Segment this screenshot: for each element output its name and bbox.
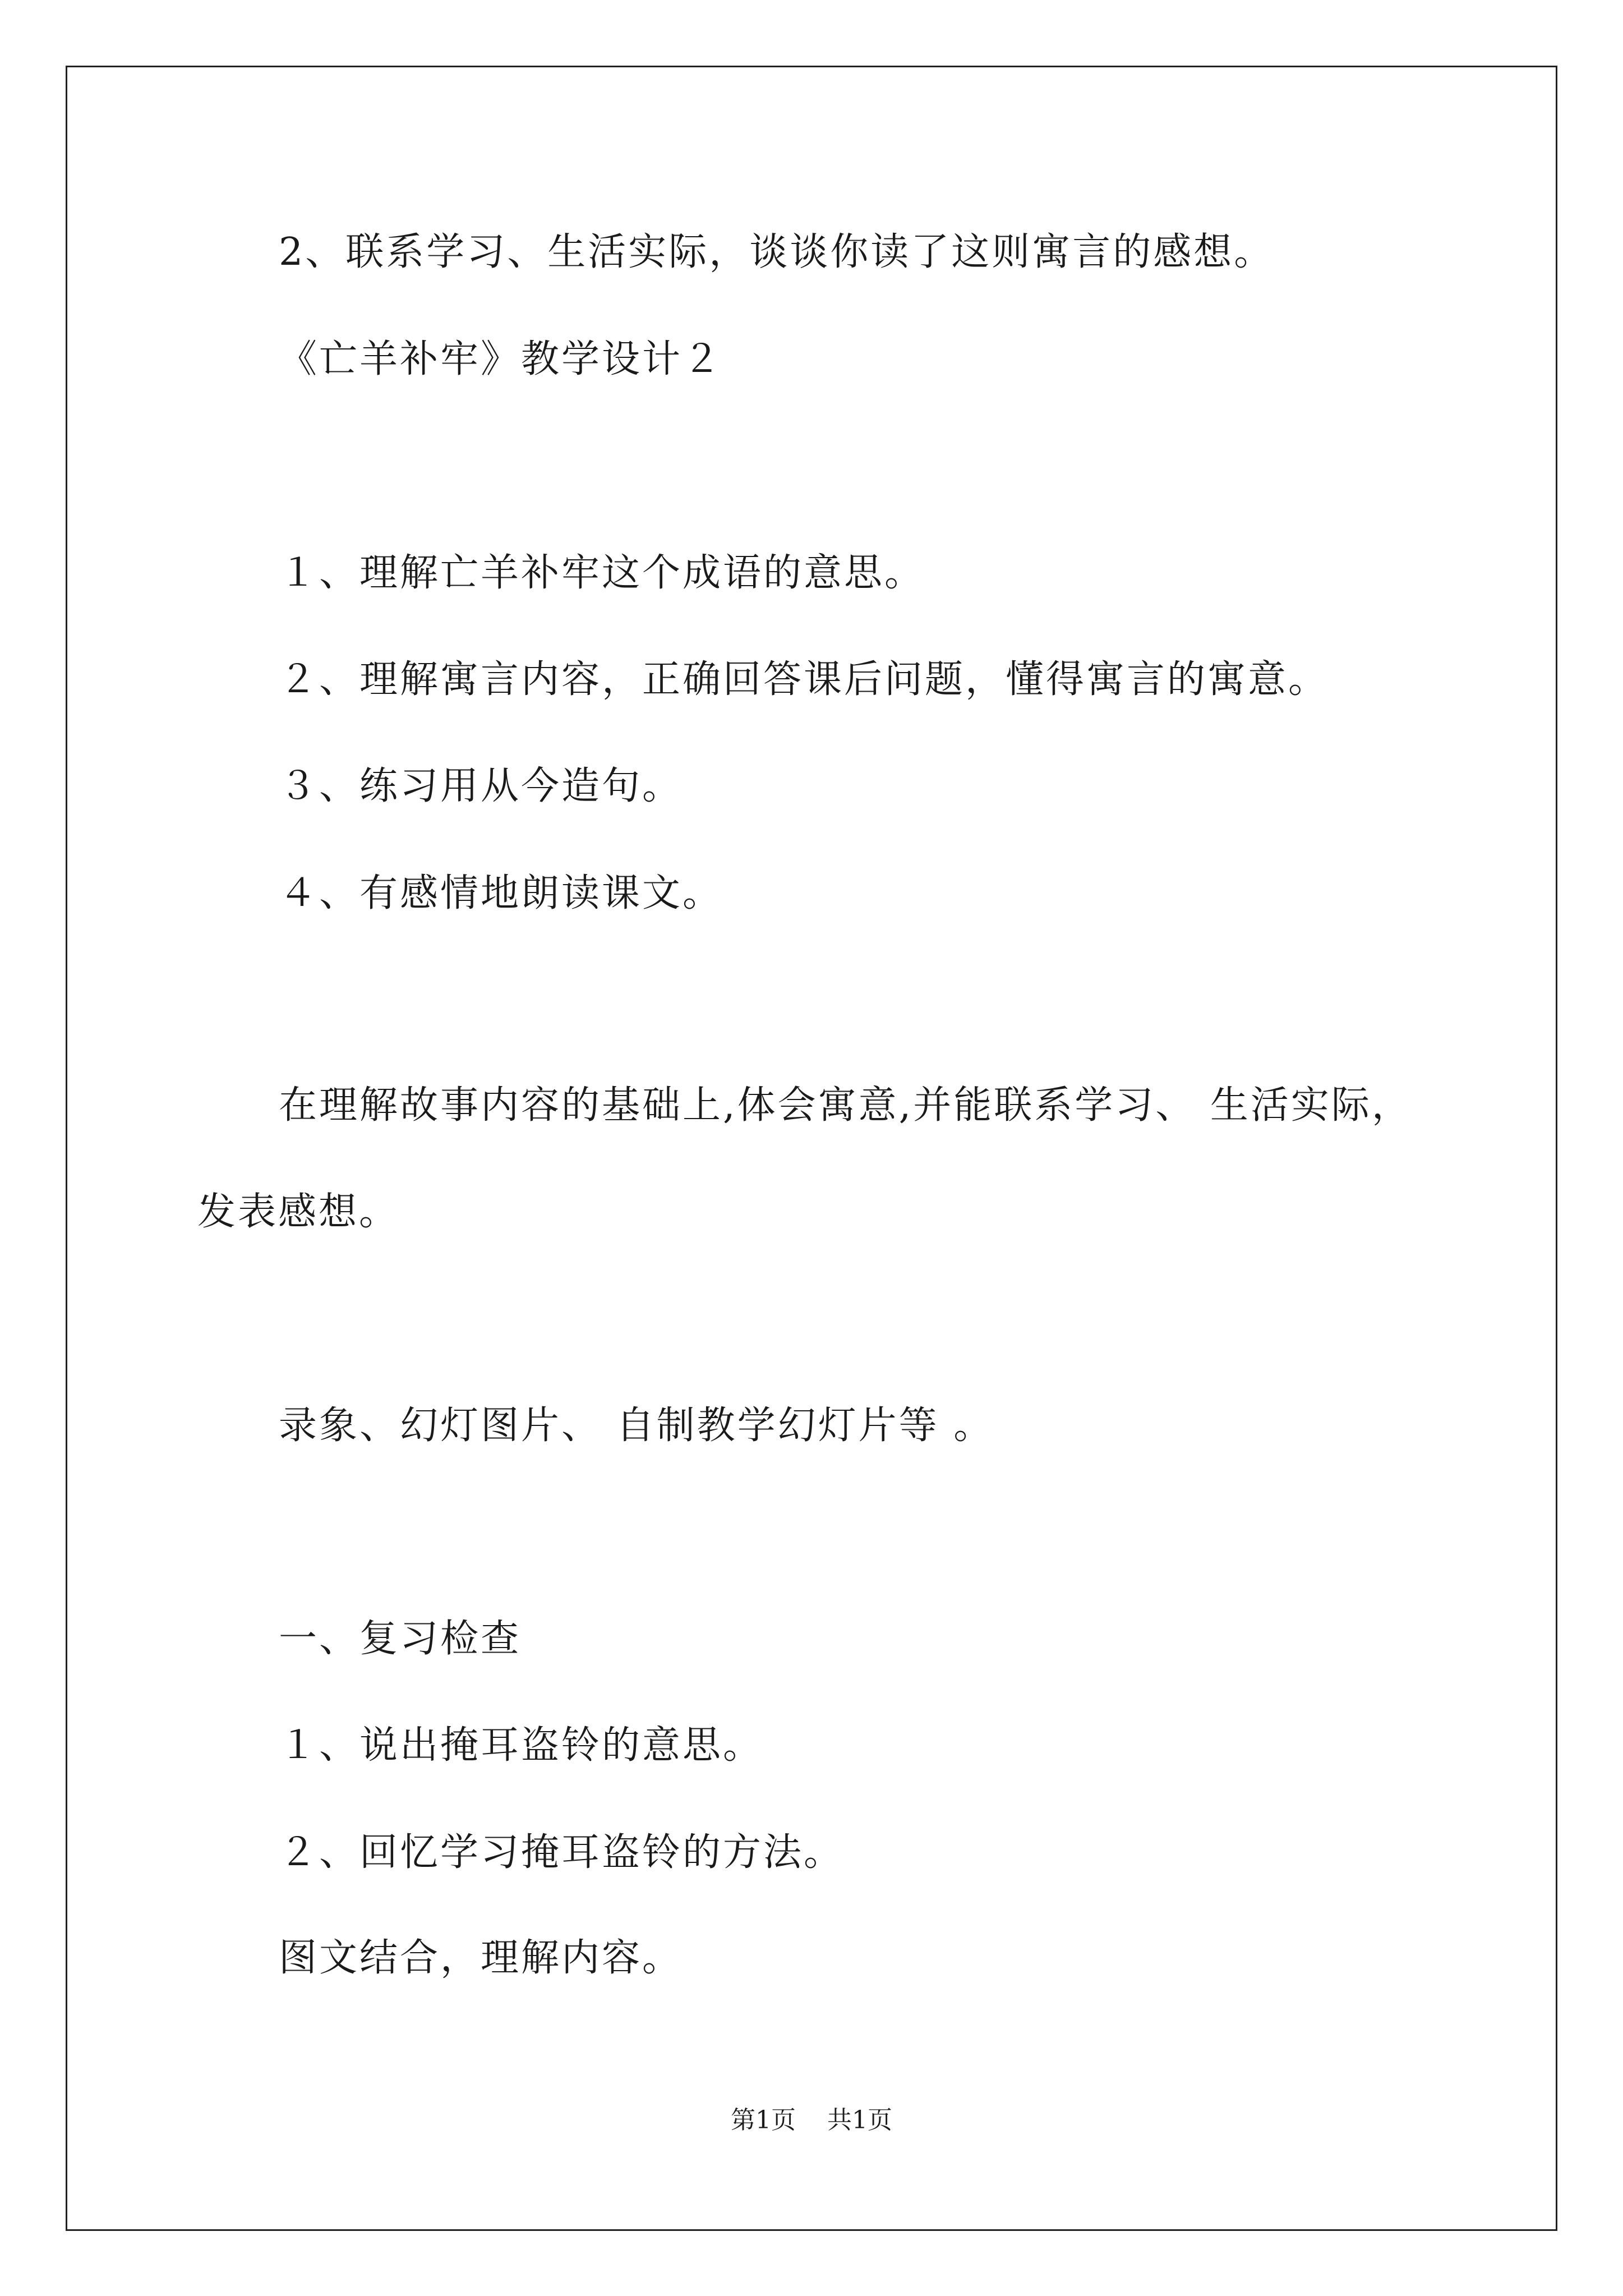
page-border [66,66,1557,2231]
text-line-goal-4: ４、有感情地朗读课文。 [279,871,723,915]
text-line-focus: 在理解故事内容的基础上,体会寓意,并能联系学习、 生活实际， [279,1083,1412,1128]
page-footer [0,2105,1623,2136]
text-line-feelings: 2、联系学习、生活实际，谈谈你读了这则寓言的感想。 [279,230,1275,274]
text-line-review-1: １、说出掩耳盗铃的意思。 [279,1723,764,1768]
text-line-review-heading: 一、复习检查 [279,1617,522,1661]
text-line-goal-3: ３、练习用从今造句。 [279,764,683,808]
text-line-goal-1: １、理解亡羊补牢这个成语的意思。 [279,551,925,595]
page-number: 第1页 [731,2106,796,2134]
text-line-materials: 录象、幻灯图片、 自制教学幻灯片等 。 [279,1404,994,1448]
text-line-focus-cont: 发表感想。 [197,1190,400,1234]
text-line-review-2: ２、回忆学习掩耳盗铃的方法。 [279,1830,845,1875]
text-line-understand: 图文结合，理解内容。 [279,1936,683,1980]
text-line-goal-2: ２、理解寓言内容，正确回答课后问题，懂得寓言的寓意。 [279,657,1329,702]
text-line-design-title: 《亡羊补牢》教学设计２ [279,337,723,381]
page-total: 共1页 [827,2106,892,2134]
